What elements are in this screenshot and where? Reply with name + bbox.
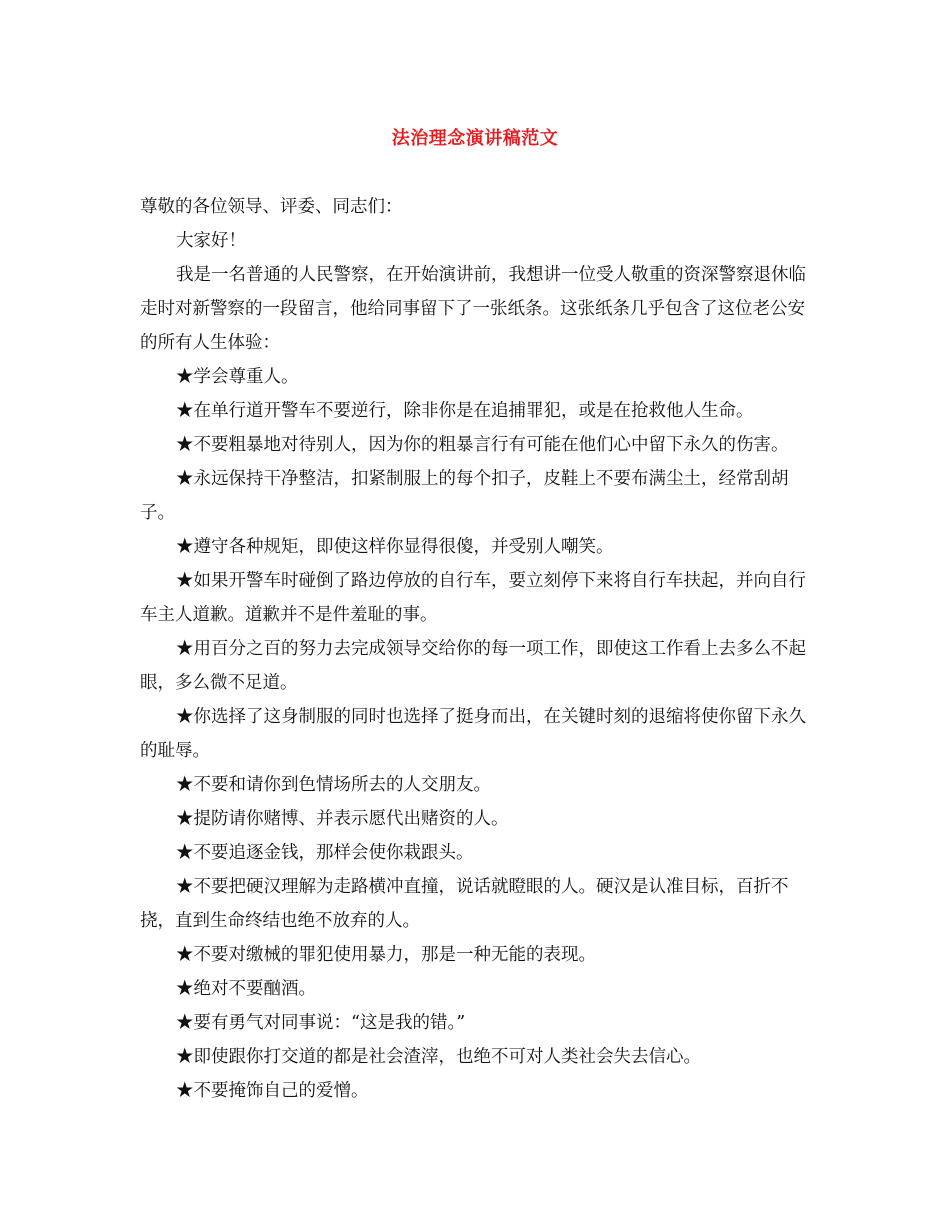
list-item: ★绝对不要酗酒。	[176, 979, 316, 999]
document-body	[140, 190, 812, 1108]
list-item: ★如果开警车时碰倒了路边停放的自行车，要立刻停下来将自行车扶起，并向自行车主人道歉。道歉并不是件羞耻的事。	[140, 571, 806, 625]
list-item: ★不要追逐金钱，那样会使你栽跟头。	[176, 843, 474, 863]
list-item: ★不要对缴械的罪犯使用暴力，那是一种无能的表现。	[176, 945, 596, 965]
greeting: 大家好！	[176, 231, 246, 251]
list-item: ★要有勇气对同事说：“这是我的错。”	[176, 1013, 466, 1033]
list-item: ★遵守各种规矩，即使这样你显得很傻，并受别人嘲笑。	[176, 537, 614, 557]
document-title: 法治理念演讲稿范文	[391, 128, 559, 149]
salutation: 尊敬的各位领导、评委、同志们：	[140, 197, 403, 217]
intro-paragraph: 我是一名普通的人民警察，在开始演讲前，我想讲一位受人敬重的资深警察退休临走时对新警察的一段留言，他给同事留下了一张纸条。这张纸条几乎包含了这位老公安的所有人生体验：	[140, 265, 806, 353]
list-item: ★用百分之百的努力去完成领导交给你的每一项工作，即使这工作看上去多么不起眼，多么微不足道。	[140, 639, 806, 693]
list-item: ★不要和请你到色情场所去的人交朋友。	[176, 775, 491, 795]
list-item: ★提防请你赌博、并表示愿代出赌资的人。	[176, 809, 509, 829]
list-item: ★学会尊重人。	[176, 367, 299, 387]
list-item: ★即使跟你打交道的都是社会渣滓，也绝不可对人类社会失去信心。	[176, 1047, 701, 1067]
list-item: ★在单行道开警车不要逆行，除非你是在追捕罪犯，或是在抢救他人生命。	[176, 401, 754, 421]
list-item: ★永远保持干净整洁，扣紧制服上的每个扣子，皮鞋上不要布满尘土，经常刮胡子。	[140, 469, 789, 523]
list-item: ★你选择了这身制服的同时也选择了挺身而出，在关键时刻的退缩将使你留下永久的耻辱。	[140, 707, 806, 761]
list-item: ★不要掩饰自己的爱憎。	[176, 1081, 369, 1101]
list-item: ★不要粗暴地对待别人，因为你的粗暴言行有可能在他们心中留下永久的伤害。	[176, 435, 789, 455]
list-item: ★不要把硬汉理解为走路横冲直撞，说话就瞪眼的人。硬汉是认准目标，百折不挠，直到生命终结也绝不放弃的人。	[140, 877, 789, 931]
